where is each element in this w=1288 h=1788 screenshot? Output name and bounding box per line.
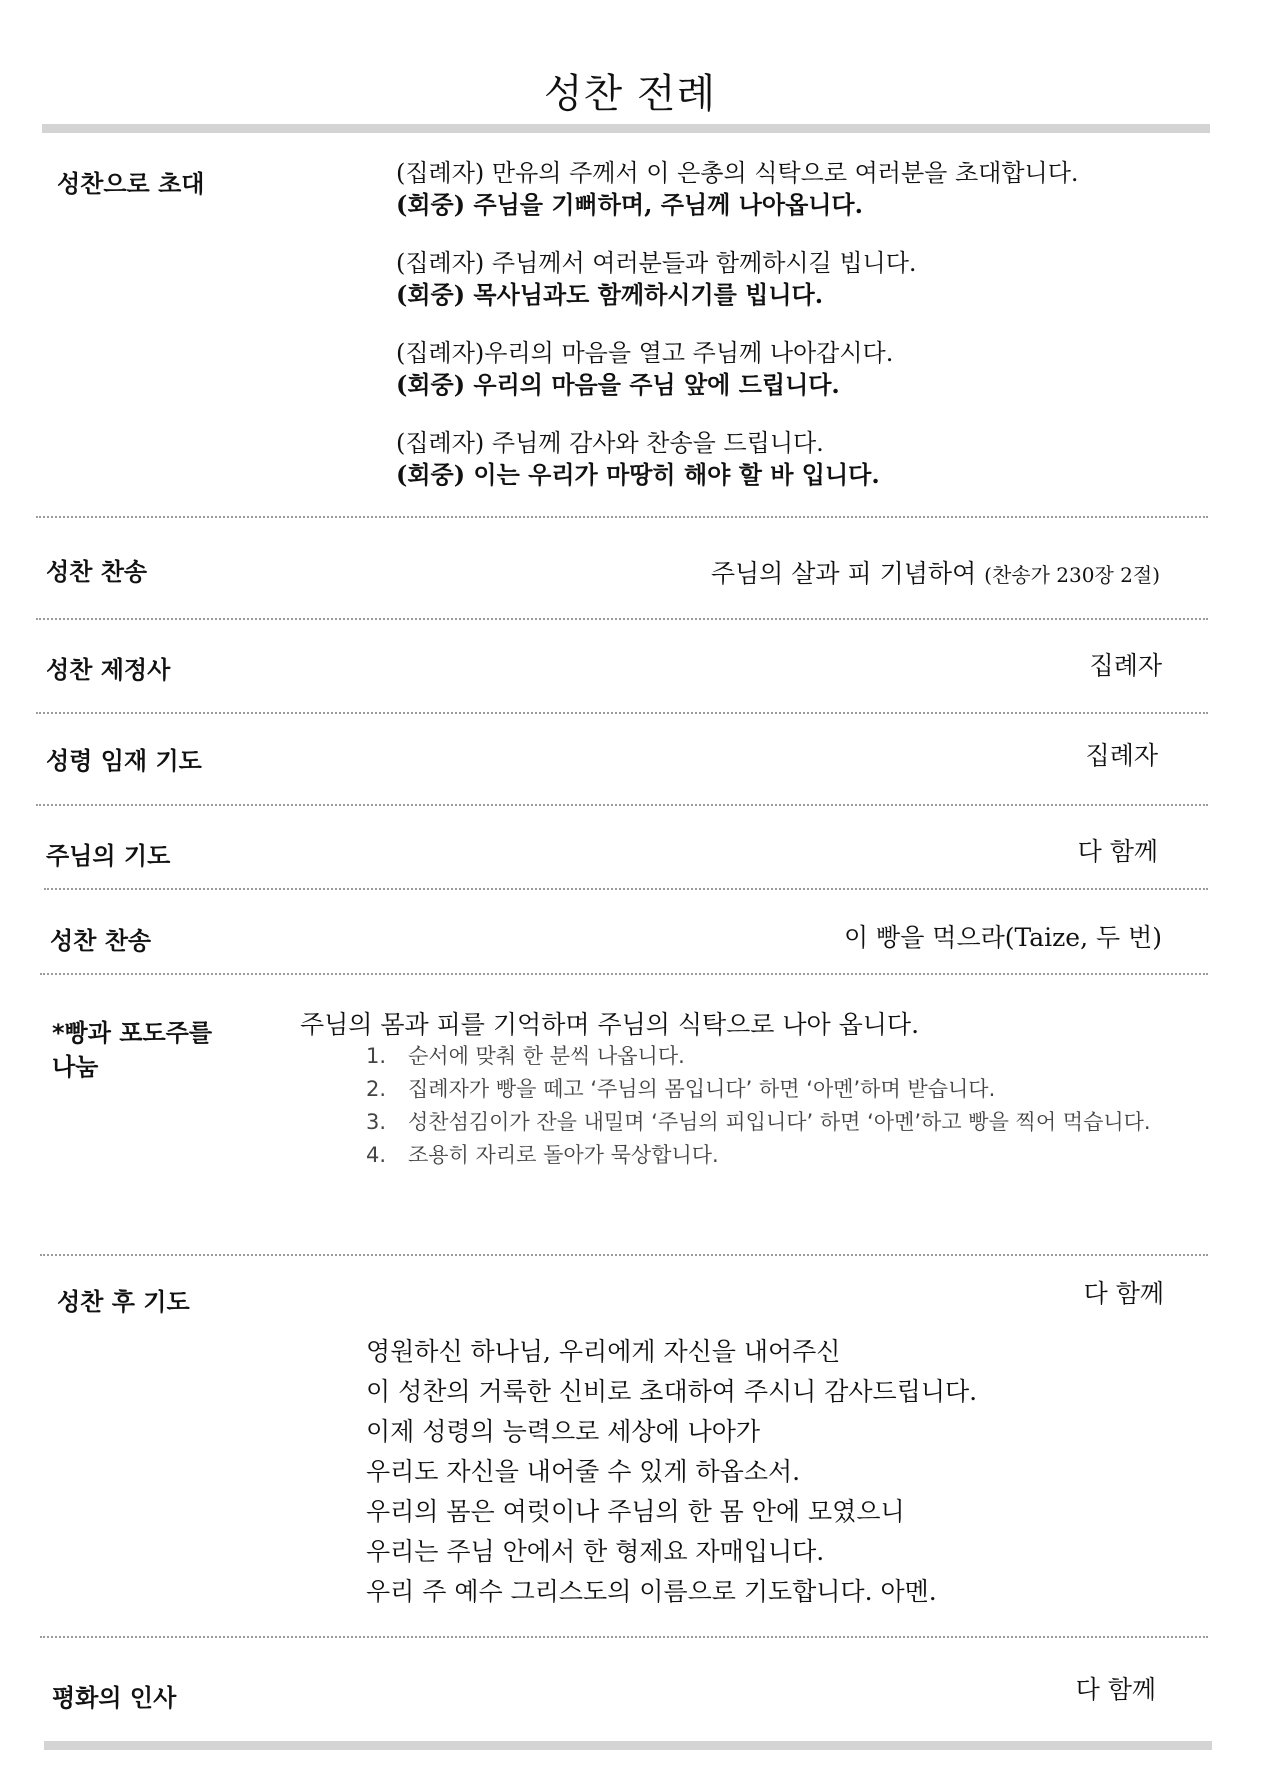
prayer-line: 우리는 주님 안에서 한 형제요 자매입니다.: [366, 1537, 825, 1566]
congregation-line: (회중) 목사님과도 함께하시기를 빕니다.: [396, 280, 824, 309]
distribution-lead: 주님의 몸과 피를 기억하며 주님의 식탁으로 나아 옵니다.: [300, 1010, 920, 1039]
section-label-distribution: [52, 1016, 212, 1084]
post-prayer-text: [366, 1332, 1166, 1612]
section-divider: [44, 888, 1208, 890]
list-item: [366, 1073, 1156, 1106]
list-item: [366, 1040, 1156, 1073]
section-divider: [40, 1636, 1208, 1638]
step-text: 조용히 자리로 돌아가 묵상합니다.: [408, 1143, 719, 1167]
lords-prayer-value: 다 함께: [1077, 837, 1158, 866]
list-item: [366, 1139, 1156, 1172]
post-prayer-value: 다 함께: [1083, 1279, 1164, 1308]
step-text: 성찬섬김이가 잔을 내밀며 ‘주님의 피입니다’ 하면 ‘아멘’하고 빵을 찍어 먹습니다.: [408, 1110, 1151, 1134]
distribution-steps: [366, 1040, 1156, 1172]
congregation-line: (회중) 이는 우리가 마땅히 해야 할 바 입니다.: [396, 460, 880, 489]
section-divider: [40, 1254, 1208, 1256]
step-text: 집례자가 빵을 떼고 ‘주님의 몸입니다’ 하면 ‘아멘’하며 받습니다.: [408, 1077, 996, 1101]
exchange-1: [396, 158, 1196, 220]
label-line: 나눔: [52, 1053, 99, 1081]
section-label-post-prayer: 성찬 후 기도: [57, 1288, 190, 1316]
section-divider: [36, 516, 1208, 518]
page-title: 성찬 전례: [543, 71, 717, 117]
section-divider: [36, 712, 1208, 714]
section-label-institution: 성찬 제정사: [46, 656, 171, 684]
prayer-line: 이 성찬의 거룩한 신비로 초대하여 주시니 감사드립니다.: [366, 1377, 978, 1406]
section-divider: [40, 973, 1208, 975]
bottom-divider-bar: [44, 1741, 1212, 1750]
step-text: 순서에 맞춰 한 분씩 나옵니다.: [408, 1044, 685, 1068]
top-divider-bar: [42, 124, 1210, 133]
section-divider: [36, 618, 1208, 620]
step-number: 4.: [366, 1143, 387, 1167]
invitation-responses: [396, 158, 1196, 490]
peace-value: 다 함께: [1075, 1675, 1156, 1704]
prayer-line: 우리의 몸은 여럿이나 주님의 한 몸 안에 모였으니: [366, 1497, 905, 1526]
list-item: [366, 1106, 1156, 1139]
prayer-line: 우리 주 예수 그리스도의 이름으로 기도합니다. 아멘.: [366, 1577, 937, 1606]
label-line: *빵과 포도주를: [52, 1019, 213, 1047]
institution-value: 집례자: [1089, 651, 1162, 680]
exchange-3: [396, 338, 1196, 400]
congregation-line: (회중) 우리의 마음을 주님 앞에 드립니다.: [396, 370, 840, 399]
prayer-line: 이제 성령의 능력으로 세상에 나아가: [366, 1417, 761, 1446]
section-label-lords-prayer: 주님의 기도: [46, 842, 171, 870]
leader-line: (집례자) 주님께 감사와 찬송을 드립니다.: [396, 429, 824, 457]
exchange-4: [396, 428, 1196, 490]
leader-line: (집례자) 주님께서 여러분들과 함께하시길 빕니다.: [396, 249, 917, 277]
hymn-value: 이 빵을 먹으라(Taize, 두 번): [843, 923, 1162, 952]
hymn-value: [711, 554, 1160, 590]
exchange-2: [396, 248, 1196, 310]
section-label-invitation: 성찬으로 초대: [57, 170, 205, 198]
hymn-reference: (찬송가 230장 2절): [984, 563, 1160, 587]
leader-line: (집례자)우리의 마음을 열고 주님께 나아갑시다.: [396, 339, 894, 367]
step-number: 2.: [366, 1077, 387, 1101]
prayer-line: 우리도 자신을 내어줄 수 있게 하옵소서.: [366, 1457, 801, 1486]
prayer-line: 영원하신 하나님, 우리에게 자신을 내어주신: [366, 1337, 841, 1366]
congregation-line: (회중) 주님을 기뻐하며, 주님께 나아옵니다.: [396, 190, 863, 219]
section-label-hymn: 성찬 찬송: [50, 927, 152, 955]
hymn-title: 주님의 살과 피 기념하여: [710, 559, 977, 588]
section-divider: [36, 804, 1208, 806]
section-label-hymn: 성찬 찬송: [46, 558, 148, 586]
leader-line: (집례자) 만유의 주께서 이 은총의 식탁으로 여러분을 초대합니다.: [396, 159, 1079, 187]
epiclesis-value: 집례자: [1085, 741, 1158, 770]
section-label-epiclesis: 성령 임재 기도: [46, 747, 202, 775]
step-number: 3.: [366, 1110, 387, 1134]
step-number: 1.: [366, 1044, 387, 1068]
section-label-peace: 평화의 인사: [52, 1684, 177, 1712]
